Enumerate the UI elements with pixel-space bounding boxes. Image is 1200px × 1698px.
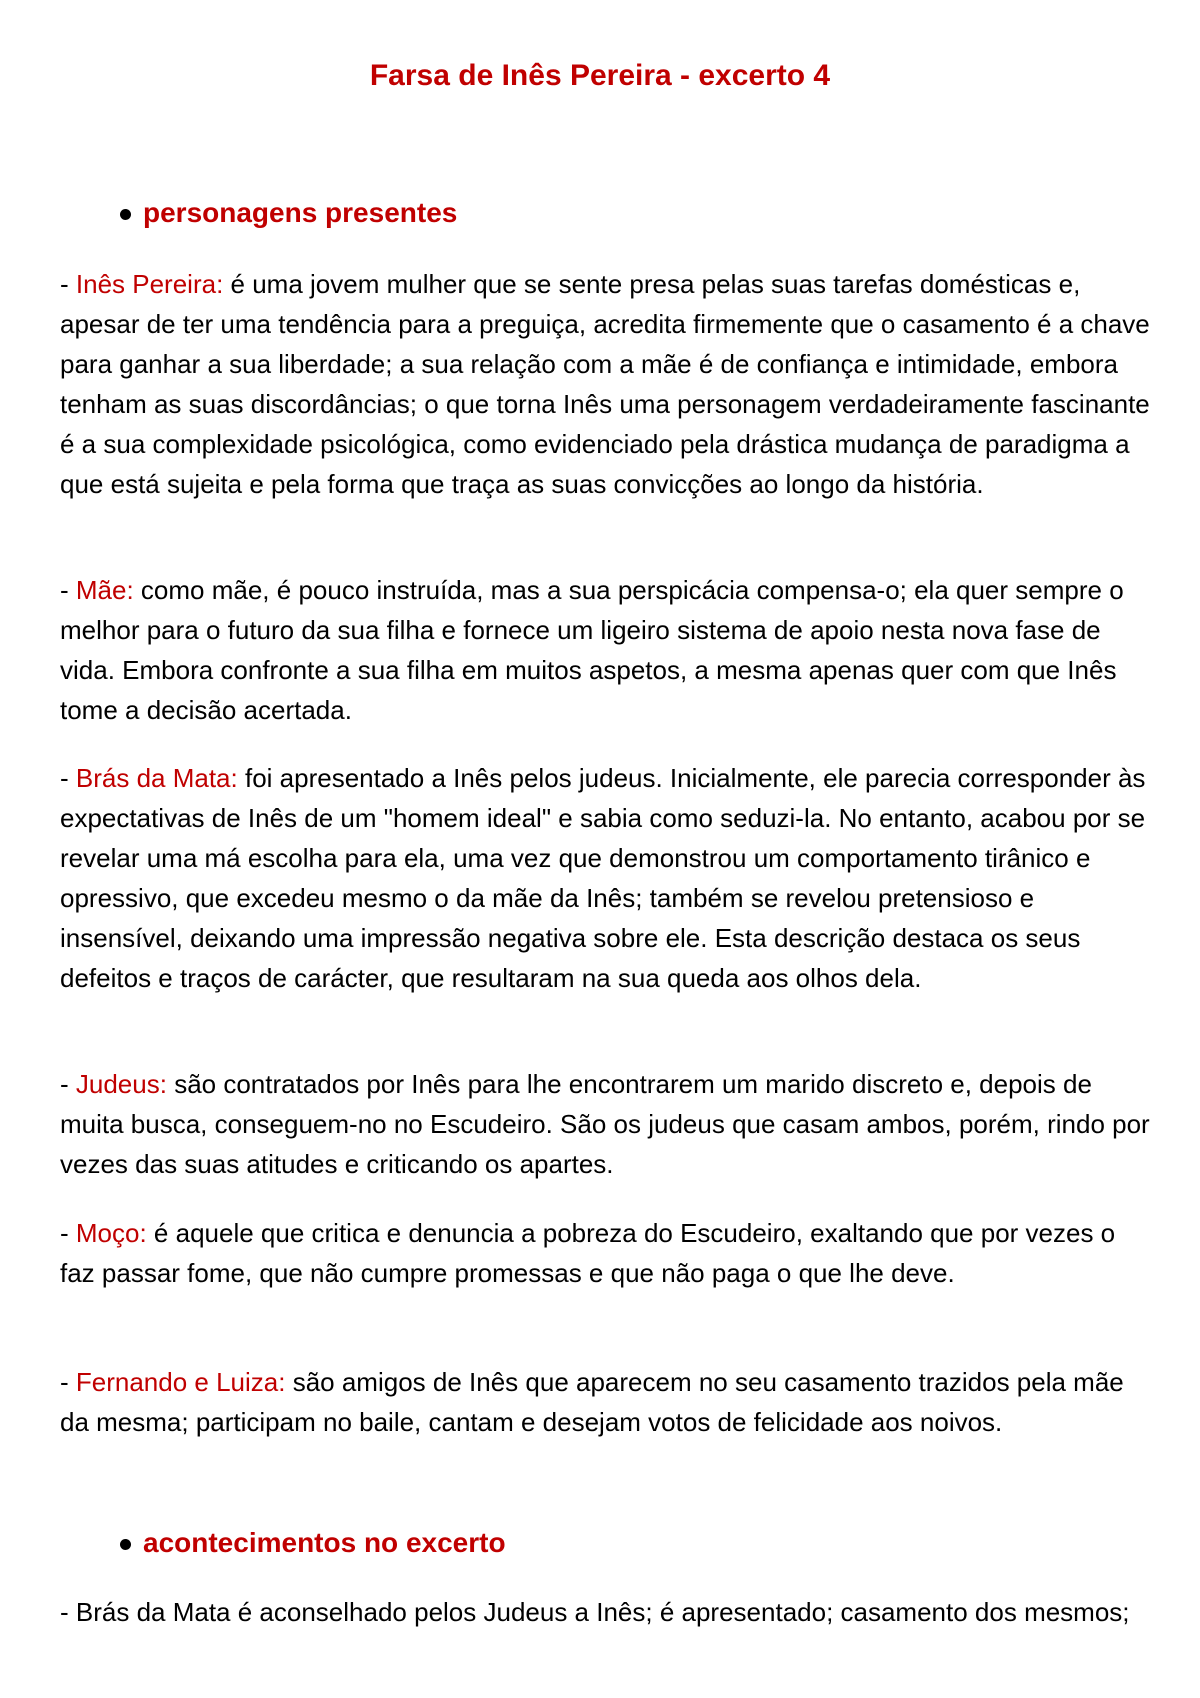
section-heading-text: acontecimentos no excerto [143, 1527, 506, 1558]
character-description: como mãe, é pouco instruída, mas a sua perspicácia compensa-o; ela quer sempre o melhor para o futuro da sua filha e fornece um ligeiro sistema de apoio nesta nova fase de vida. Embora confronte a sua filha em muitos aspetos, a mesma apenas quer com que Inês tome a decisão acertada. [60, 575, 1124, 725]
entry-dash: - [60, 763, 76, 793]
character-entry-mae [60, 570, 1150, 730]
character-entry-ines [60, 264, 1150, 504]
character-name: Brás da Mata: [75, 763, 238, 793]
character-description: é uma jovem mulher que se sente presa pelas suas tarefas domésticas e, apesar de ter uma tendência para a preguiça, acredita firmemente que o casamento é a chave para ganhar a sua liberdade; a sua relação com a mãe é de confiança e intimidade, embora tenham as suas discordâncias; o que torna Inês uma personagem verdadeiramente fascinante é a sua complexidade psicológica, como evidenciado pela drástica mudança de paradigma a que está sujeita e pela forma que traça as suas convicções ao longo da história. [60, 269, 1150, 499]
character-name: Inês Pereira: [75, 269, 224, 299]
event-entry [60, 1592, 1150, 1632]
character-name: Fernando e Luiza: [75, 1367, 286, 1397]
character-description: são contratados por Inês para lhe encontrarem um marido discreto e, depois de muita busca, conseguem-no no Escudeiro. São os judeus que casam ambos, porém, rindo por vezes das suas atitudes e criticando os apartes. [60, 1069, 1150, 1179]
entry-dash: - [60, 575, 76, 605]
entry-dash: - [60, 1367, 76, 1397]
entry-dash: - [60, 1597, 76, 1627]
character-entry-moco [60, 1213, 1150, 1293]
entry-dash: - [60, 269, 76, 299]
entry-dash: - [60, 1218, 76, 1248]
character-description: foi apresentado a Inês pelos judeus. Inicialmente, ele parecia corresponder às expectativas de Inês de um "homem ideal" e sabia como seduzi-la. No entanto, acabou por se revelar uma má escolha para ela, uma vez que demonstrou um comportamento tirânico e opressivo, que excedeu mesmo o da mãe da Inês; também se revelou pretensioso e insensível, deixando uma impressão negativa sobre ele. Esta descrição destaca os seus defeitos e traços de carácter, que resultaram na sua queda aos olhos dela. [60, 763, 1146, 993]
event-description: Brás da Mata é aconselhado pelos Judeus a Inês; é apresentado; casamento dos mesmos; [75, 1597, 1130, 1627]
section-heading-personagens [120, 196, 457, 230]
character-entry-bras [60, 758, 1150, 998]
section-heading-acontecimentos [120, 1526, 506, 1560]
character-entry-judeus [60, 1064, 1150, 1184]
entry-dash: - [60, 1069, 76, 1099]
document-title: Farsa de Inês Pereira - excerto 4 [369, 59, 831, 92]
bullet-icon [120, 1539, 131, 1550]
character-name: Moço: [75, 1218, 147, 1248]
character-name: Mãe: [75, 575, 134, 605]
character-description: é aquele que critica e denuncia a pobreza do Escudeiro, exaltando que por vezes o faz passar fome, que não cumpre promessas e que não paga o que lhe deve. [60, 1218, 1116, 1288]
section-heading-text: personagens presentes [143, 197, 458, 228]
character-description: são amigos de Inês que aparecem no seu casamento trazidos pela mãe da mesma; participam no baile, cantam e desejam votos de felicidade aos noivos. [60, 1367, 1124, 1437]
bullet-icon [120, 209, 131, 220]
character-entry-fernando-luiza [60, 1362, 1150, 1442]
character-name: Judeus: [75, 1069, 167, 1099]
